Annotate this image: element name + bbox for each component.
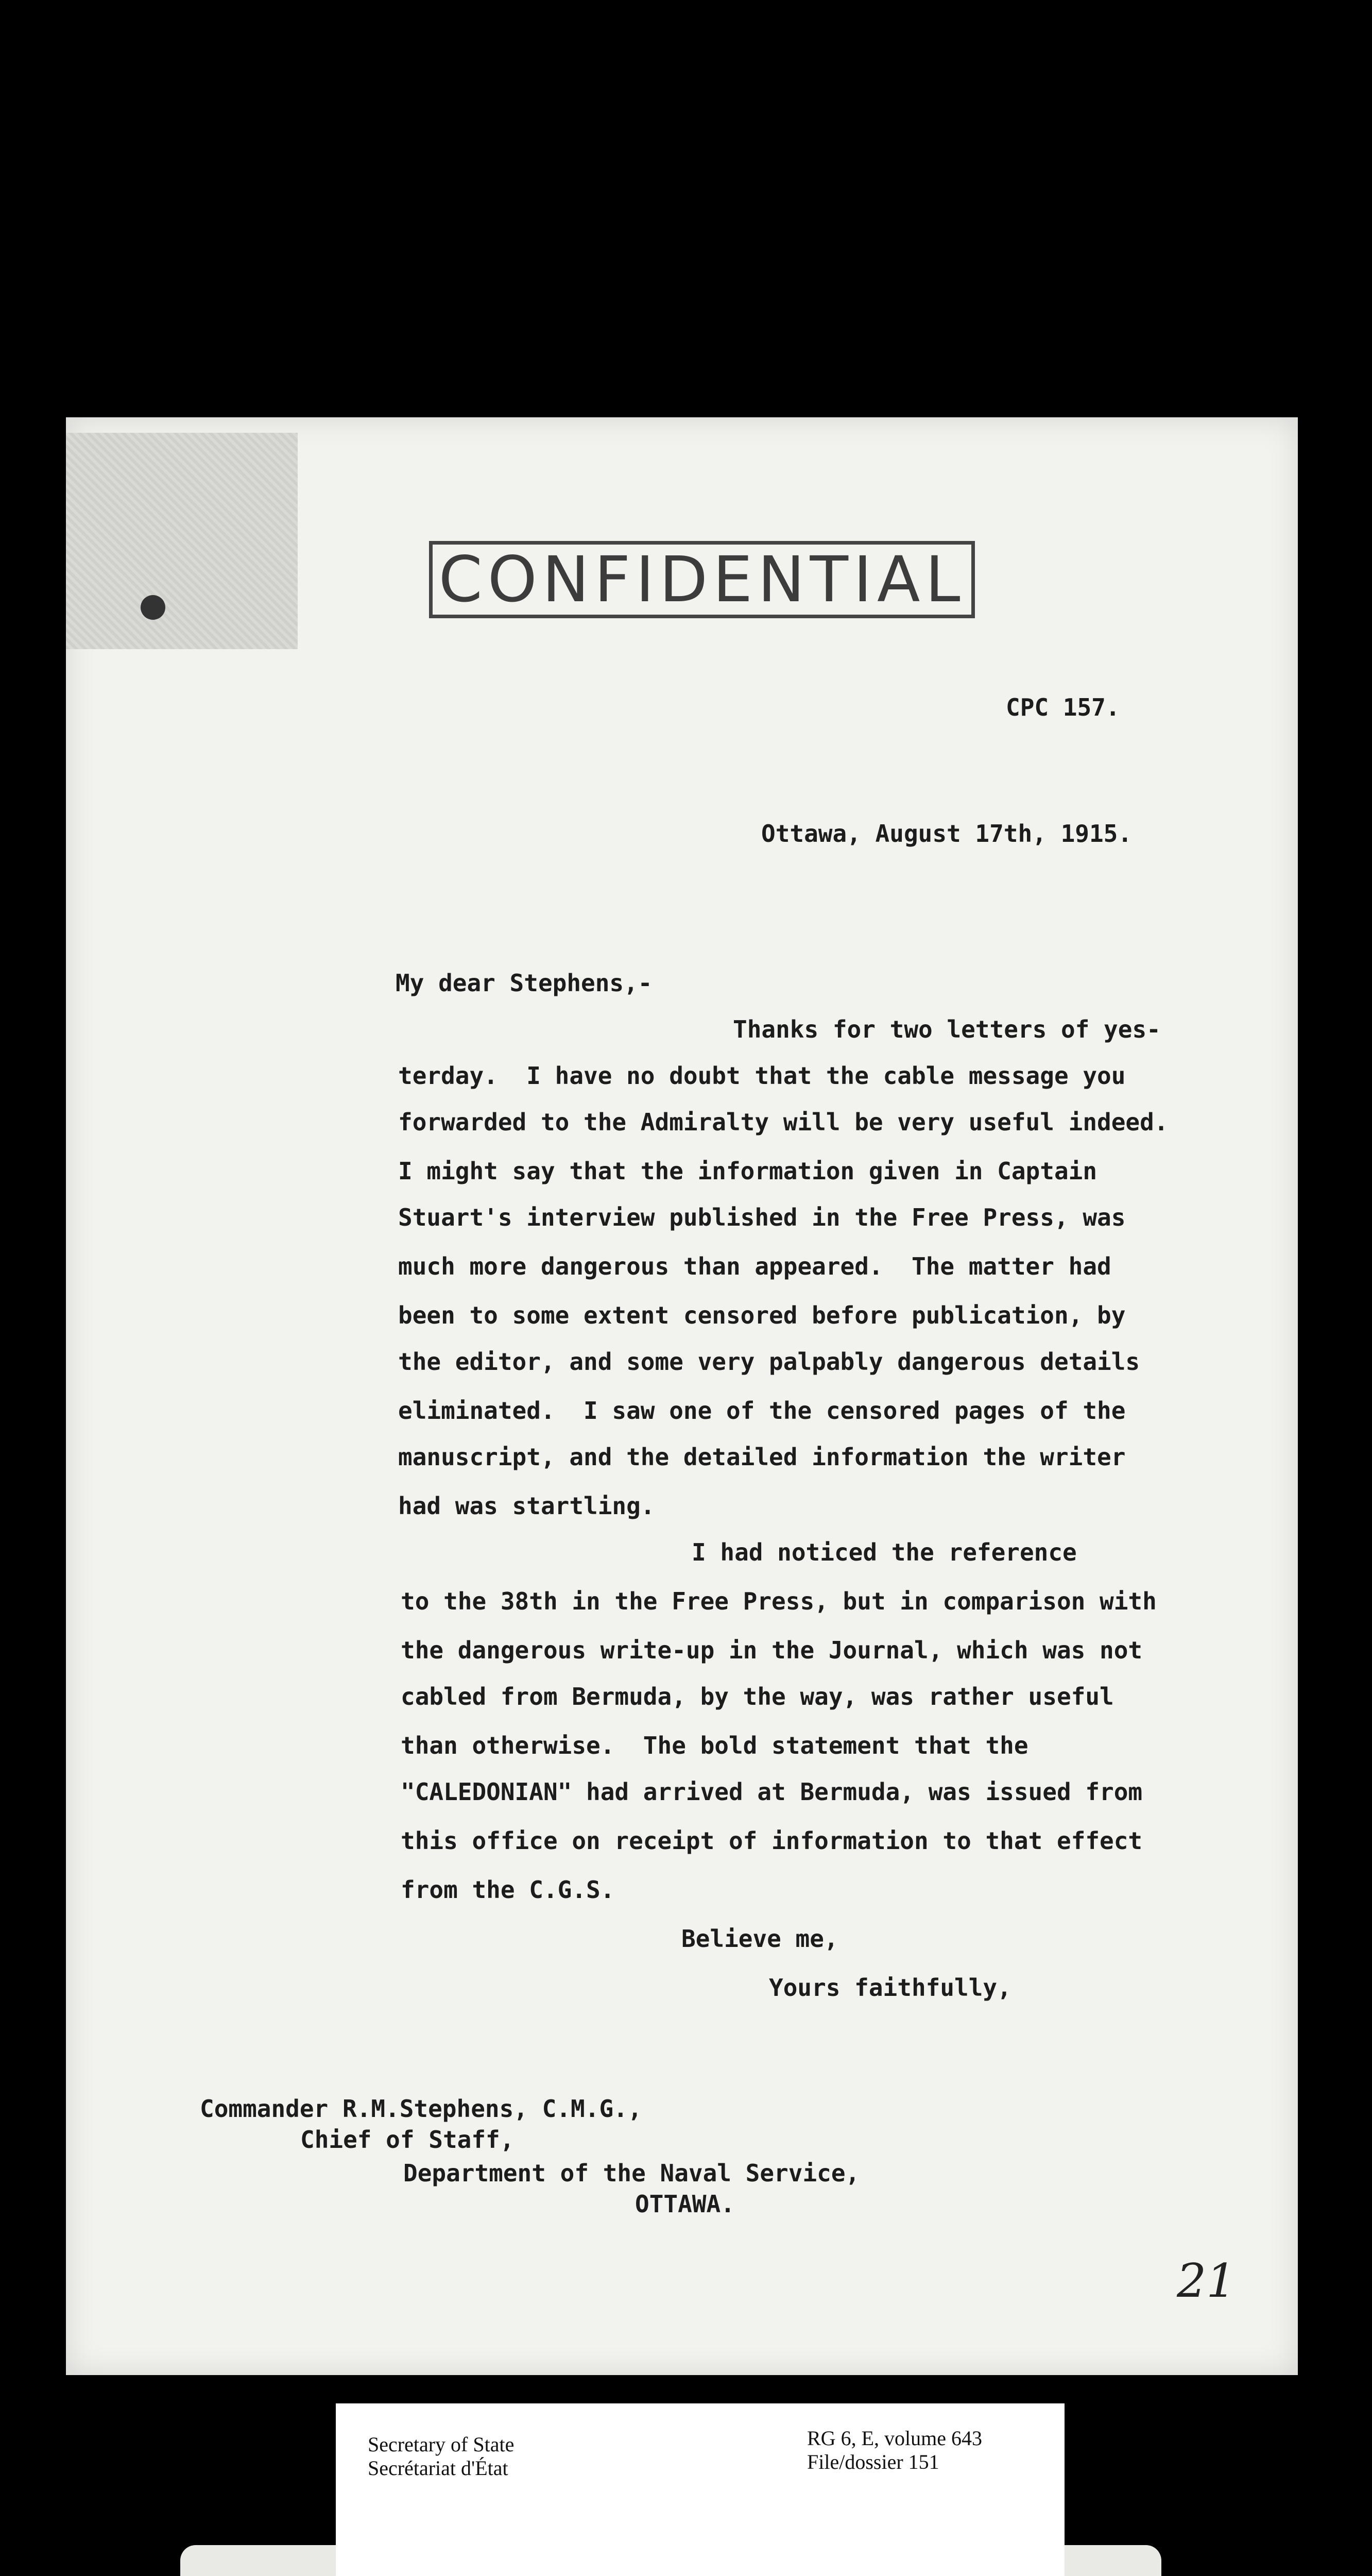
closing-believe: Believe me,	[681, 1925, 838, 1953]
body-line: than otherwise. The bold statement that the	[401, 1732, 1028, 1759]
closing-yours: Yours faithfully,	[769, 1974, 1011, 2002]
paper-tab-mark	[66, 433, 298, 649]
body-line: had was startling.	[398, 1492, 655, 1520]
letter-date: Ottawa, August 17th, 1915.	[761, 820, 1133, 848]
body-line: "CALEDONIAN" had arrived at Bermuda, was issued from	[401, 1778, 1143, 1806]
label-dept-en: Secretary of State	[368, 2433, 514, 2456]
body-line: the dangerous write-up in the Journal, which was not	[401, 1636, 1143, 1664]
addressee-line: Department of the Naval Service,	[403, 2159, 860, 2187]
body-line: been to some extent censored before publication, by	[398, 1301, 1126, 1329]
salutation: My dear Stephens,-	[396, 969, 653, 997]
addressee-line: OTTAWA.	[635, 2190, 735, 2218]
confidential-stamp: CONFIDENTIAL	[429, 541, 975, 618]
body-line: eliminated. I saw one of the censored pages of the	[398, 1397, 1126, 1425]
addressee-line: Commander R.M.Stephens, C.M.G.,	[200, 2095, 642, 2123]
body-line: I had noticed the reference	[692, 1538, 1077, 1566]
body-line: manuscript, and the detailed information the writer	[398, 1443, 1126, 1471]
body-line: to the 38th in the Free Press, but in comparison with	[401, 1587, 1157, 1615]
punch-hole-icon	[141, 595, 165, 620]
body-line: from the C.G.S.	[401, 1876, 615, 1904]
label-file: File/dossier 151	[807, 2450, 939, 2473]
archive-label	[336, 2403, 1065, 2576]
body-line: Thanks for two letters of yes-	[733, 1015, 1161, 1043]
body-line: terday. I have no doubt that the cable message you	[398, 1062, 1126, 1090]
body-line: I might say that the information given in Captain	[398, 1157, 1097, 1185]
body-line: forwarded to the Admiralty will be very useful indeed.	[398, 1108, 1169, 1136]
body-line: the editor, and some very palpably dangerous details	[398, 1348, 1140, 1376]
label-volume: RG 6, E, volume 643	[807, 2427, 982, 2450]
addressee-line: Chief of Staff,	[300, 2126, 514, 2154]
handwritten-page-number: 21	[1177, 2254, 1236, 2308]
body-line: much more dangerous than appeared. The matter had	[398, 1252, 1111, 1280]
body-line: cabled from Bermuda, by the way, was rather useful	[401, 1683, 1114, 1710]
label-dept-fr: Secrétariat d'État	[368, 2456, 508, 2480]
body-line: this office on receipt of information to that effect	[401, 1827, 1143, 1855]
body-line: Stuart's interview published in the Free Press, was	[398, 1204, 1126, 1231]
reference-number: CPC 157.	[1006, 693, 1120, 721]
letter-page	[66, 417, 1298, 2375]
